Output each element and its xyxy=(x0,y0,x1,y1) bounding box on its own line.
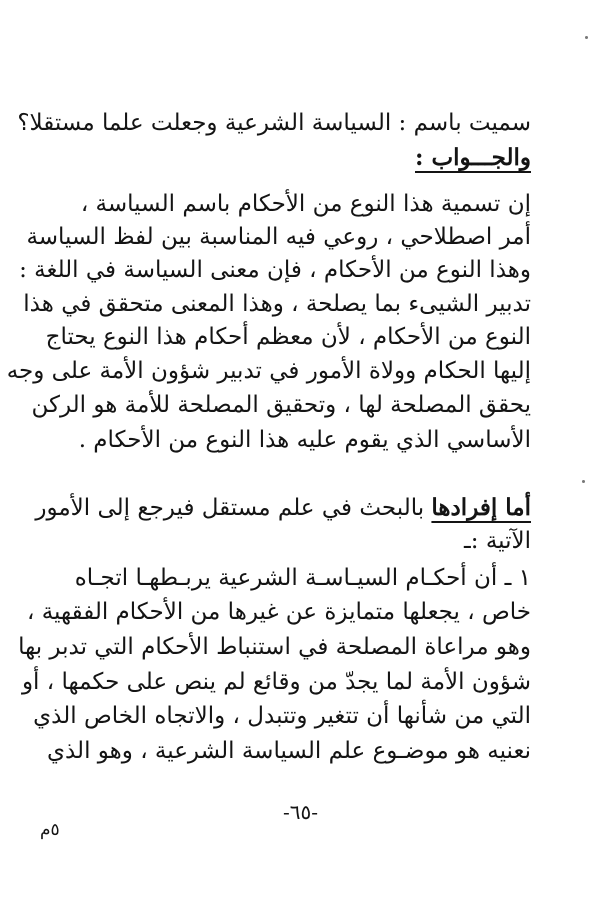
paragraph-3-line: ١ ـ أن أحكـام السيـاسـة الشرعية يربـطهـا اتجـاه xyxy=(74,565,531,591)
answer-heading xyxy=(96,142,531,174)
paragraph-3-line: وهو مراعاة المصلحة في استنباط الأحكام التي تدبر بها xyxy=(18,634,531,660)
paragraph-2-line xyxy=(35,492,531,524)
page-number: -٦٥- xyxy=(282,800,318,824)
answer-heading-text: والجـــواب : xyxy=(415,144,531,171)
scan-speck xyxy=(582,480,585,483)
paragraph-1-line: تدبير الشيىء بما يصلحة ، وهذا المعنى متحقق في هذا xyxy=(23,291,531,317)
paragraph-3-line: التي من شأنها أن تتغير وتتبدل ، والاتجاه الخاص الذي xyxy=(33,703,531,729)
paragraph-1-line: الأساسي الذي يقوم عليه هذا النوع من الأحكام . xyxy=(78,427,531,453)
paragraph-1-line: وهذا النوع من الأحكام ، فإن معنى السياسة في اللغة : xyxy=(19,257,531,283)
paragraph-1-line: إليها الحكام وولاة الأمور في تدبير شؤون الأمة على وجه xyxy=(6,358,531,384)
paragraph-3-line: خاص ، يجعلها متمايزة عن غيرها من الأحكام الفقهية ، xyxy=(26,599,531,625)
signature-mark: ٥م xyxy=(40,820,60,840)
paragraph-1-line: يحقق المصلحة لها ، وتحقيق المصلحة للأمة هو الركن xyxy=(31,392,531,418)
paragraph-2-line: الآتية :ـ xyxy=(464,528,531,554)
paragraph-1-line: أمر اصطلاحي ، روعي فيه المناسبة بين لفظ السياسة xyxy=(26,224,531,250)
paragraph-3-line: نعنيه هو موضـوع علم السياسة الشرعية ، وهو الذي xyxy=(46,738,531,764)
paragraph-3-line: شؤون الأمة لما يجدّ من وقائع لم ينص على حكمها ، أو xyxy=(21,669,531,695)
paragraph-2-rest: بالبحث في علم مستقل فيرجع إلى الأمور xyxy=(35,495,432,521)
question-line: سميت باسم : السياسة الشرعية وجعلت علما مستقلا؟ xyxy=(17,110,531,136)
paragraph-2-lead: أما إفرادها xyxy=(431,494,531,521)
paragraph-1-line: إن تسمية هذا النوع من الأحكام باسم السياسة ، xyxy=(80,191,531,217)
paragraph-1-line: النوع من الأحكام ، لأن معظم أحكام هذا النوع يحتاج xyxy=(45,324,531,350)
scan-speck xyxy=(585,36,588,39)
